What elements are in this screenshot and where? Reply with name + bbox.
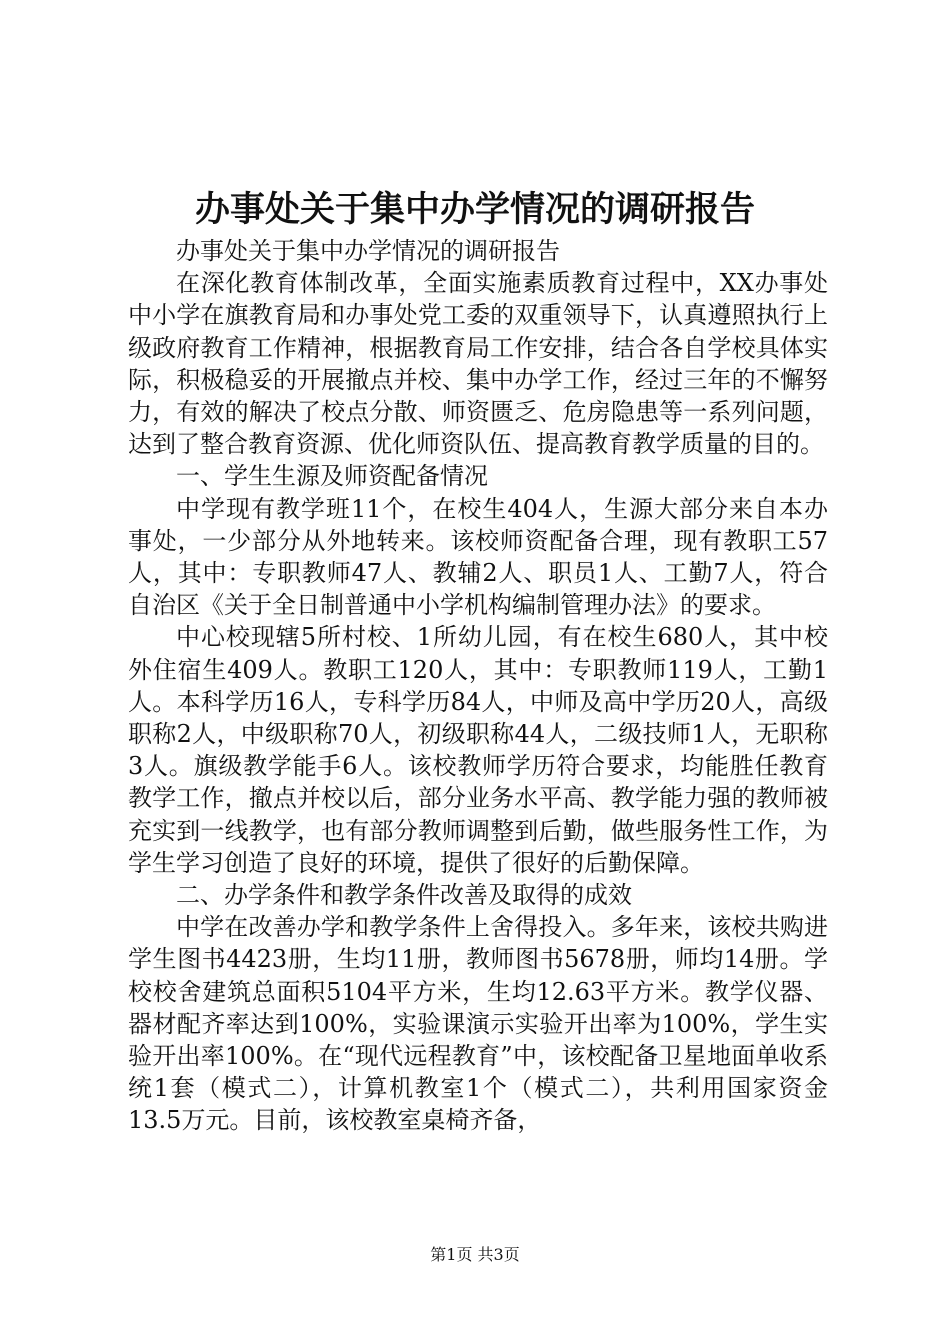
paragraph-subtitle: 办事处关于集中办学情况的调研报告 bbox=[176, 237, 560, 265]
document-body bbox=[128, 235, 828, 1137]
page-number-footer: 第1页 共3页 bbox=[430, 1245, 520, 1264]
paragraph-central-school-staff: 中心校现辖5所村校、1所幼儿园，有在校生680人，其中校外住宿生409人。教职工120人，其中：专职教师119人，工勤1人。本科学历16人，专科学历84人，中师及高中学历20人，高级职称2人，中级职称70人，初级职称44人，二级技师1人，无职称3人。旗级教学能手6人。该校教师学历符合要求，均能胜任教育教学工作，撤点并校以后，部分业务水平高、教学能力强的教师被充实到一线教学，也有部分教师调整到后勤，做些服务性工作，为学生学习创造了良好的环境，提供了很好的后勤保障。 bbox=[128, 623, 828, 877]
document-title: 办事处关于集中办学情况的调研报告 bbox=[194, 190, 755, 230]
paragraph-conditions: 中学在改善办学和教学条件上舍得投入。多年来，该校共购进学生图书4423册，生均11册，教师图书5678册，师均14册。学校校舍建筑总面积5104平方米，生均12.63平方米。教学仪器、器材配齐率达到100%，实验课演示实验开出率为100%，学生实验开出率100%。在“现代远程教育”中，该校配备卫星地面单收系统1套（模式二），计算机教室1个（模式二），共利用国家资金13.5万元。目前，该校教室桌椅齐备， bbox=[128, 913, 828, 1135]
paragraph-middle-school-staff: 中学现有教学班11个，在校生404人，生源大部分来自本办事处，一少部分从外地转来。该校师资配备合理，现有教职工57人，其中：专职教师47人、教辅2人、职员1人、工勤7人，符合自治区《关于全日制普通中小学机构编制管理办法》的要求。 bbox=[128, 494, 828, 620]
section-heading-2: 二、办学条件和教学条件改善及取得的成效 bbox=[176, 881, 632, 910]
section-heading-1: 一、学生生源及师资配备情况 bbox=[176, 462, 488, 491]
paragraph-intro: 在深化教育体制改革，全面实施素质教育过程中，XX办事处中小学在旗教育局和办事处党工委的双重领导下，认真遵照执行上级政府教育工作精神，根据教育局工作安排，结合各自学校具体实际，积极稳妥的开展撤点并校、集中办学工作，经过三年的不懈努力，有效的解决了校点分散、师资匮乏、危房隐患等一系列问题，达到了整合教育资源、优化师资队伍、提高教育教学质量的目的。 bbox=[128, 269, 828, 459]
